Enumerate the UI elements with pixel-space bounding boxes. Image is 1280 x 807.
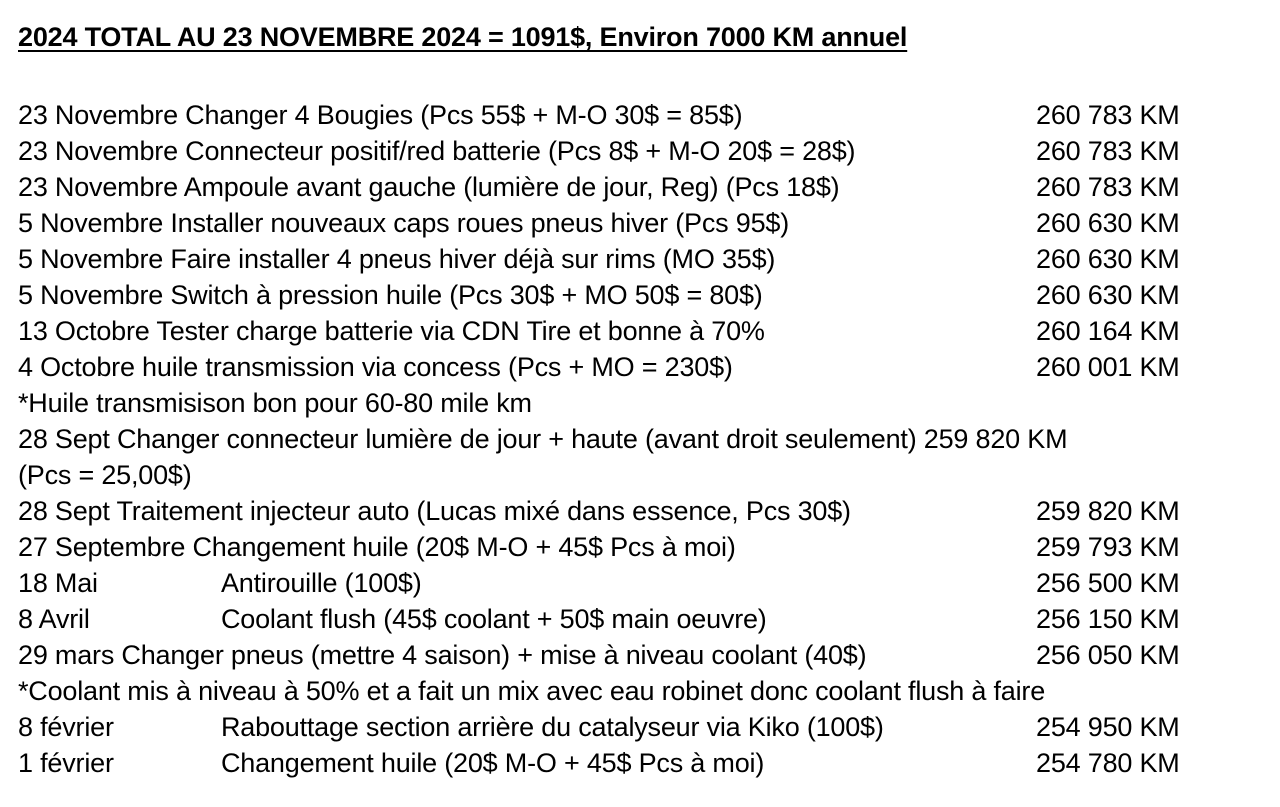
- entry-line: [18, 565, 422, 601]
- note-line: *Huile transmisison bon pour 60-80 mile km: [18, 388, 532, 418]
- entry-line: 5 Novembre Switch à pression huile (Pcs 30$ + MO 50$ = 80$): [18, 280, 763, 310]
- entry-date: 1 février: [18, 748, 114, 778]
- entry-km: 260 783 KM: [1036, 136, 1180, 166]
- entry-line: 5 Novembre Faire installer 4 pneus hiver déjà sur rims (MO 35$): [18, 244, 776, 274]
- entry-km: 260 783 KM: [1036, 100, 1180, 130]
- entry-km: 254 950 KM: [1036, 712, 1180, 742]
- entry-line: 29 mars Changer pneus (mettre 4 saison) + mise à niveau coolant (40$): [18, 640, 867, 670]
- entry-km: 256 150 KM: [1036, 604, 1180, 634]
- entry-line: 28 Sept Traitement injecteur auto (Lucas mixé dans essence, Pcs 30$): [18, 496, 851, 526]
- entry-km: 260 164 KM: [1036, 316, 1180, 346]
- entry-line: 23 Novembre Changer 4 Bougies (Pcs 55$ + M-O 30$ = 85$): [18, 100, 743, 130]
- entry-date: 8 Avril: [18, 604, 90, 634]
- entry-km: 260 630 KM: [1036, 208, 1180, 238]
- entry-km: 259 793 KM: [1036, 532, 1180, 562]
- entry-km: 260 001 KM: [1036, 352, 1180, 382]
- entry-description: Rabouttage section arrière du catalyseur via Kiko (100$): [221, 712, 884, 742]
- entry-km: 259 820 KM: [1036, 496, 1180, 526]
- entry-date: 18 Mai: [18, 568, 98, 598]
- entry-line-continued: (Pcs = 25,00$): [18, 460, 192, 490]
- entry-line: 4 Octobre huile transmission via concess (Pcs + MO = 230$): [18, 352, 733, 382]
- entry-line: 28 Sept Changer connecteur lumière de jour + haute (avant droit seulement) 259 820 KM: [18, 424, 1068, 454]
- entry-line: [18, 601, 767, 637]
- entry-km: 260 630 KM: [1036, 244, 1180, 274]
- entry-line: 5 Novembre Installer nouveaux caps roues pneus hiver (Pcs 95$): [18, 208, 790, 238]
- entry-km: 256 500 KM: [1036, 568, 1180, 598]
- entry-line: [18, 745, 765, 781]
- note-line: *Coolant mis à niveau à 50% et a fait un mix avec eau robinet donc coolant flush à faire: [18, 676, 1046, 706]
- entry-description: Coolant flush (45$ coolant + 50$ main oeuvre): [221, 604, 767, 634]
- entry-line: 27 Septembre Changement huile (20$ M-O + 45$ Pcs à moi): [18, 532, 736, 562]
- entry-km: 254 780 KM: [1036, 748, 1180, 778]
- entry-description: Changement huile (20$ M-O + 45$ Pcs à moi): [221, 748, 765, 778]
- entry-line: 23 Novembre Ampoule avant gauche (lumière de jour, Reg) (Pcs 18$): [18, 172, 840, 202]
- document-title: 2024 TOTAL AU 23 NOVEMBRE 2024 = 1091$, Environ 7000 KM annuel: [18, 22, 908, 52]
- entry-km: 260 783 KM: [1036, 172, 1180, 202]
- entry-line: [18, 709, 884, 745]
- entry-date: 8 février: [18, 712, 114, 742]
- entry-description: Antirouille (100$): [221, 568, 422, 598]
- entry-line: 23 Novembre Connecteur positif/red batterie (Pcs 8$ + M-O 20$ = 28$): [18, 136, 856, 166]
- entry-km: 256 050 KM: [1036, 640, 1180, 670]
- entry-km: 260 630 KM: [1036, 280, 1180, 310]
- entry-line: 13 Octobre Tester charge batterie via CDN Tire et bonne à 70%: [18, 316, 765, 346]
